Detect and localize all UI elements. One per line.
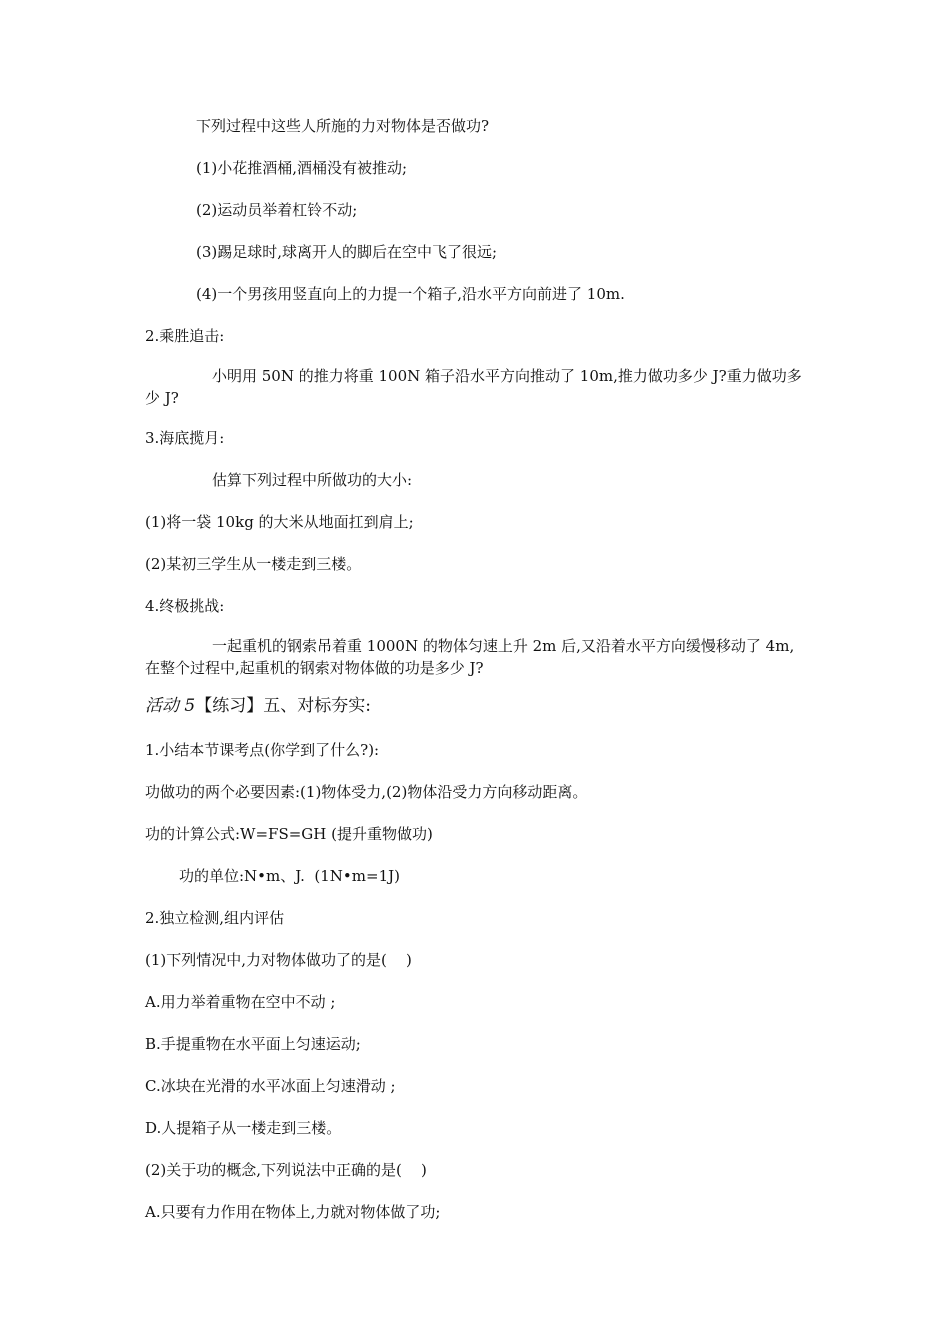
summary-factors: 功做功的两个必要因素:(1)物体受力,(2)物体沿受力方向移动距离。 (145, 783, 588, 801)
test-question-2: (2)关于功的概念,下列说法中正确的是( ) (145, 1161, 427, 1179)
activity-heading (145, 695, 371, 717)
q1-item-1: (1)小花推酒桶,酒桶没有被推动; (196, 159, 408, 177)
q1-item-4: (4)一个男孩用竖直向上的力提一个箱子,沿水平方向前进了 10m. (196, 285, 625, 303)
test-q1-option-a: A.用力举着重物在空中不动 ; (145, 993, 336, 1011)
section-4-text: 一起重机的钢索吊着重 1000N 的物体匀速上升 2m 后,又沿着水平方向缓慢移动了 4m,在整个过程中,起重机的钢索对物体做的功是多少 J? (145, 637, 795, 677)
summary-formula: 功的计算公式:W=FS=GH (提升重物做功) (145, 825, 433, 843)
section-3-intro: 估算下列过程中所做功的大小: (212, 471, 413, 489)
activity-title: 【练习】五、对标夯实: (195, 696, 371, 716)
test-q1-option-c: C.冰块在光滑的水平冰面上匀速滑动 ; (145, 1077, 396, 1095)
q1-item-3: (3)踢足球时,球离开人的脚后在空中飞了很远; (196, 243, 498, 261)
section-4-title: 4.终极挑战: (145, 597, 225, 615)
q1-item-2: (2)运动员举着杠铃不动; (196, 201, 358, 219)
section-2-title: 2.乘胜追击: (145, 327, 225, 345)
section-3-title: 3.海底揽月: (145, 429, 225, 447)
test-q1-option-b: B.手提重物在水平面上匀速运动; (145, 1035, 361, 1053)
summary-unit: 功的单位:N•m、J. (1N•m=1J) (179, 867, 400, 885)
section-3-item-1: (1)将一袋 10kg 的大米从地面扛到肩上; (145, 513, 414, 531)
test-q1-option-d: D.人提箱子从一楼走到三楼。 (145, 1119, 342, 1137)
test-title: 2.独立检测,组内评估 (145, 909, 285, 927)
summary-title: 1.小结本节课考点(你学到了什么?): (145, 741, 380, 759)
test-question-1: (1)下列情况中,力对物体做功了的是( ) (145, 951, 412, 969)
test-q2-option-a: A.只要有力作用在物体上,力就对物体做了功; (145, 1203, 441, 1221)
intro-question: 下列过程中这些人所施的力对物体是否做功? (196, 117, 490, 135)
section-2-text: 小明用 50N 的推力将重 100N 箱子沿水平方向推动了 10m,推力做功多少 J?重力做功多少 J? (145, 367, 802, 407)
section-3-item-2: (2)某初三学生从一楼走到三楼。 (145, 555, 362, 573)
activity-label: 活动 5 (145, 696, 196, 716)
